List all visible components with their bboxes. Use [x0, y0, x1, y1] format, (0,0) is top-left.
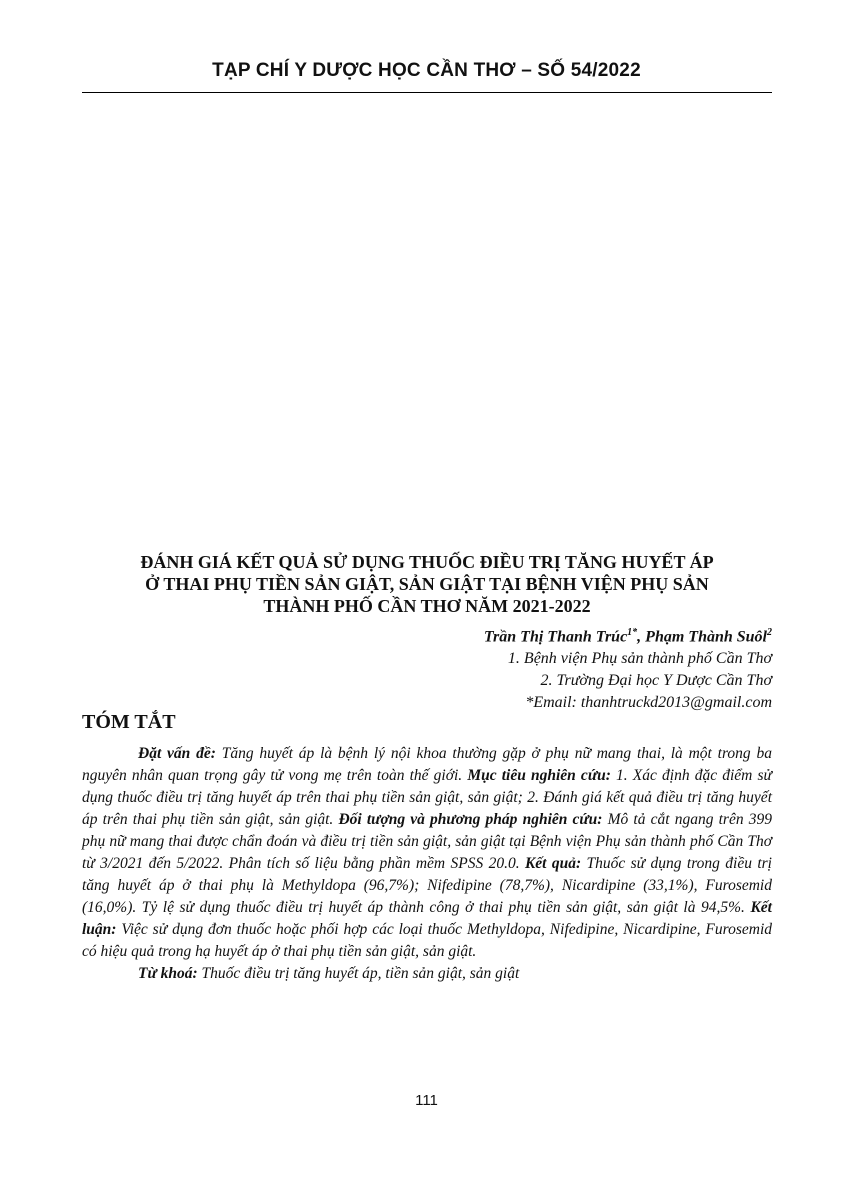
author-list: [484, 627, 772, 646]
results-text: Thuốc sử dụng trong điều trị tăng huyết áp ở thai phụ là Methyldopa (96,7%); Nifedipine (78,7%), Nicardipine (33,1%), Furosemid (16,0%). Tỷ lệ sử dụng thuốc điều trị huyết áp thành công ở thai phụ tiền sản giật, sản giật là 94,5%.: [82, 855, 772, 916]
article-title: [82, 551, 772, 617]
title-line-1: ĐÁNH GIÁ KẾT QUẢ SỬ DỤNG THUỐC ĐIỀU TRỊ TĂNG HUYẾT ÁP: [140, 552, 714, 572]
author-2: Phạm Thành Suôl: [645, 628, 767, 646]
author-1-superscript: 1*: [627, 627, 638, 638]
affiliation-2: 2. Trường Đại học Y Dược Cần Thơ: [540, 672, 772, 689]
methods-label: Đối tượng và phương pháp nghiên cứu:: [338, 811, 603, 828]
keywords-label: Từ khoá:: [138, 965, 198, 982]
abstract-body: [82, 743, 772, 985]
corresponding-email: *Email: thanhtruckd2013@gmail.com: [525, 694, 772, 711]
abstract-paragraph: [82, 743, 772, 963]
title-line-3: THÀNH PHỐ CẦN THƠ NĂM 2021-2022: [263, 596, 591, 616]
keywords-text: Thuốc điều trị tăng huyết áp, tiền sản giật, sản giật: [197, 965, 520, 982]
objectives-label: Mục tiêu nghiên cứu:: [467, 767, 611, 784]
objectives-text: 1. Xác định đặc điểm sử dụng thuốc điều trị tăng huyết áp trên thai phụ tiền sản giật, sản giật; 2. Đánh giá kết quả điều trị tăng huyết áp trên thai phụ tiền sản giật, sản giật.: [82, 767, 772, 828]
journal-header: TẠP CHÍ Y DƯỢC HỌC CẦN THƠ – SỐ 54/2022: [212, 60, 641, 81]
abstract-heading: TÓM TẮT: [82, 711, 176, 733]
conclusion-label: Kết luận:: [82, 899, 772, 938]
author-separator: ,: [637, 628, 646, 646]
conclusion-text: Việc sử dụng đơn thuốc hoặc phối hợp các loại thuốc Methyldopa, Nifedipine, Nicardipine, Furosemid có hiệu quả trong hạ huyết áp ở thai phụ tiền sản giật, sản giật.: [82, 921, 772, 960]
title-line-2: Ở THAI PHỤ TIỀN SẢN GIẬT, SẢN GIẬT TẠI BỆNH VIỆN PHỤ SẢN: [145, 574, 709, 594]
background-text: Tăng huyết áp là bệnh lý nội khoa thường gặp ở phụ nữ mang thai, là một trong ba nguyên nhân quan trọng gây tử vong mẹ trên toàn thế giới.: [82, 745, 772, 784]
page-number: 111: [415, 1092, 438, 1109]
keywords-paragraph: [82, 963, 772, 985]
results-label: Kết quả:: [524, 855, 582, 872]
background-label: Đặt vấn đề:: [138, 745, 216, 762]
author-1: Trần Thị Thanh Trúc: [483, 628, 628, 646]
methods-text: Mô tả cắt ngang trên 399 phụ nữ mang thai được chẩn đoán và điều trị tiền sản giật, sản giật tại Bệnh viện Phụ sản thành phố Cần Thơ từ 3/2021 đến 5/2022. Phân tích số liệu bằng phần mềm SPSS 20.0.: [82, 811, 772, 872]
author-2-superscript: 2: [767, 627, 772, 638]
affiliation-1: 1. Bệnh viện Phụ sản thành phố Cần Thơ: [507, 650, 772, 667]
header-rule: [82, 92, 772, 93]
